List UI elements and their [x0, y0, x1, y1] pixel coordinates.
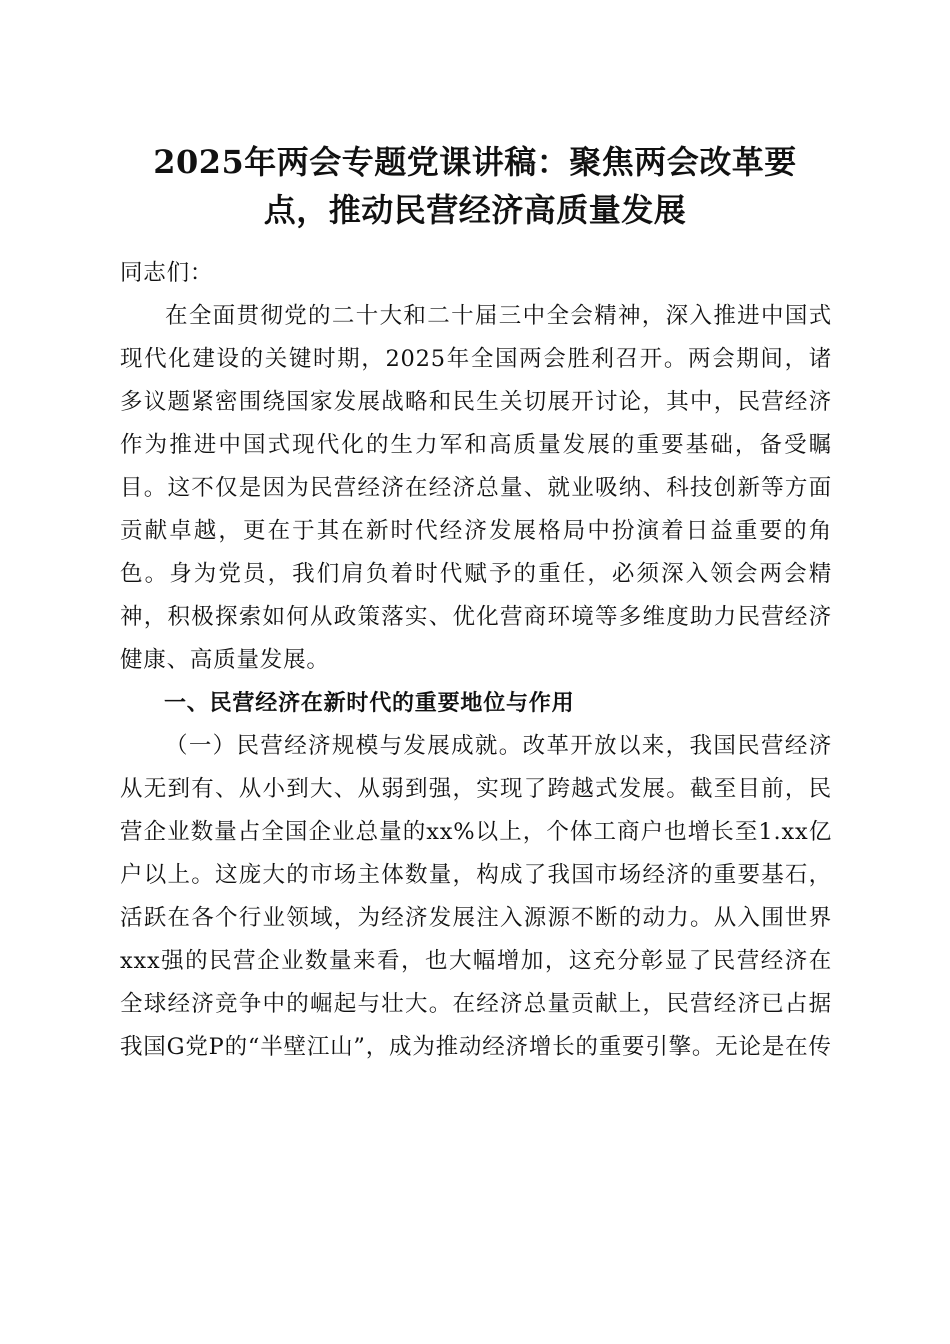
document-body [120, 252, 832, 1069]
paragraph-intro: 在全面贯彻党的二十大和二十届三中全会精神，深入推进中国式现代化建设的关键时期，2025年全国两会胜利召开。两会期间，诸多议题紧密围绕国家发展战略和民生关切展开讨论，其中，民营经济作为推进中国式现代化的生力军和高质量发展的重要基础，备受瞩目。这不仅是因为民营经济在经济总量、就业吸纳、科技创新等方面贡献卓越，更在于其在新时代经济发展格局中扮演着日益重要的角色。身为党员，我们肩负着时代赋予的重任，必须深入领会两会精神，积极探索如何从政策落实、优化营商环境等多维度助力民营经济健康、高质量发展。 [120, 303, 832, 673]
title-line-1: 2025年两会专题党课讲稿：聚焦两会改革要 [153, 143, 797, 181]
paragraph-section1-1: （一）民营经济规模与发展成就。改革开放以来，我国民营经济从无到有、从小到大、从弱到强，实现了跨越式发展。截至目前，民营企业数量占全国企业总量的xx%以上，个体工商户也增长至1.xx亿户以上。这庞大的市场主体数量，构成了我国市场经济的重要基石，活跃在各个行业领域，为经济发展注入源源不断的动力。从入围世界xxx强的民营企业数量来看，也大幅增加，这充分彰显了民营经济在全球经济竞争中的崛起与壮大。在经济总量贡献上，民营经济已占据我国G党P的“半壁江山”，成为推动经济增长的重要引擎。无论是在传 [120, 733, 832, 1060]
section-heading-1: 一、民营经济在新时代的重要地位与作用 [164, 691, 575, 716]
salutation: 同志们： [120, 260, 214, 286]
document-title [118, 138, 832, 234]
title-line-2: 点，推动民营经济高质量发展 [263, 191, 687, 229]
